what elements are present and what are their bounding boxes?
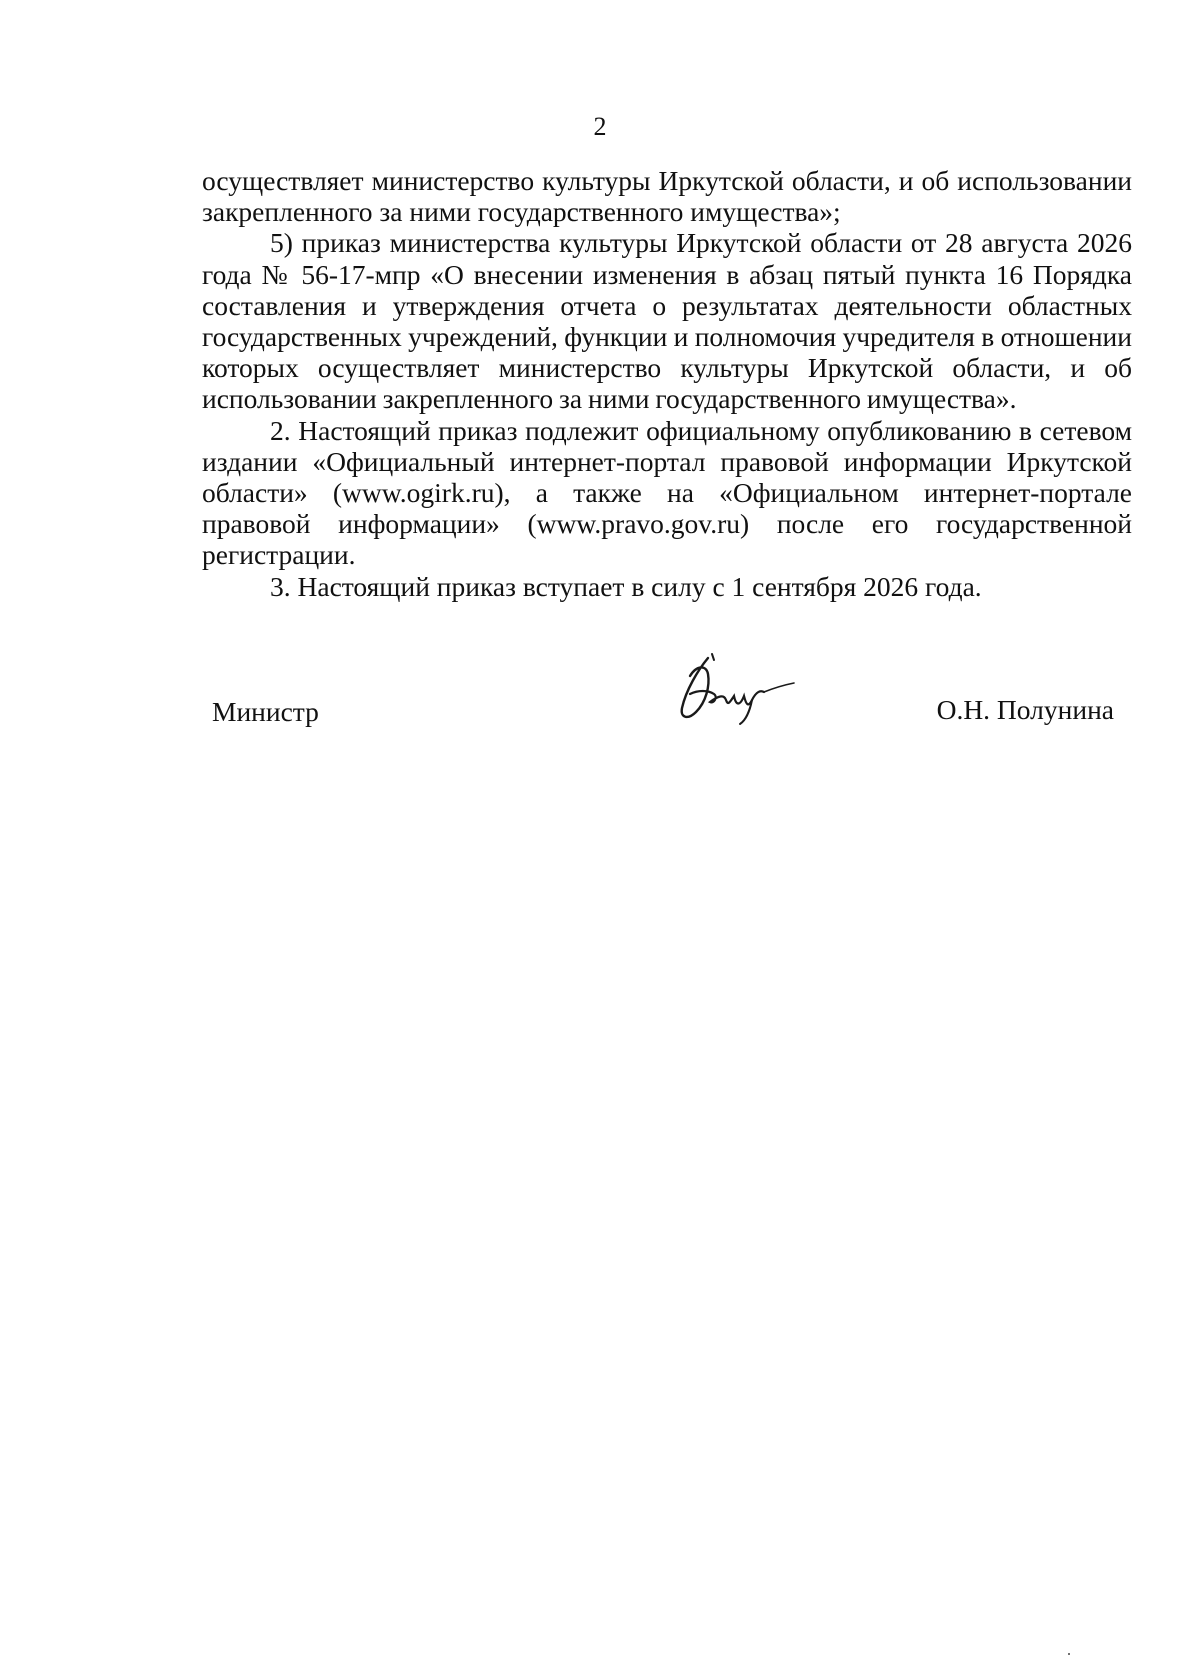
signatory-title: Министр: [212, 696, 319, 727]
handwritten-signature: [668, 650, 798, 730]
document-body: [202, 165, 1132, 602]
paragraph-continuation: осуществляет министерство культуры Иркутской области, и об использовании закрепленного за ними государственного имущества»;: [202, 165, 1132, 228]
signatory-name: О.Н. Полунина: [936, 694, 1114, 725]
paragraph-item-5: 5) приказ министерства культуры Иркутской области от 28 августа 2026 года № 56-17-мпр «О внесении изменения в абзац пятый пункта 16 Порядка составления и утверждения отчета о результатах деятельности областных государственных учреждений, функции и полномочия учредителя в отношении которых осуществляет министерство культуры Иркутской области, и об использовании закрепленного за ними государственного имущества».: [202, 227, 1132, 415]
page-number: 2: [593, 112, 607, 141]
scan-speck: [1068, 1653, 1070, 1655]
paragraph-publication: 2. Настоящий приказ подлежит официальному опубликованию в сетевом издании «Официальный интернет-портал правовой информации Иркутской области» (www.ogirk.ru), а также на «Официальном интернет-портале правовой информации» (www.pravo.gov.ru) после его государственной регистрации.: [202, 414, 1132, 571]
paragraph-effective-date: 3. Настоящий приказ вступает в силу с 1 сентября 2026 года.: [270, 570, 982, 602]
signature-block: [0, 688, 1200, 748]
